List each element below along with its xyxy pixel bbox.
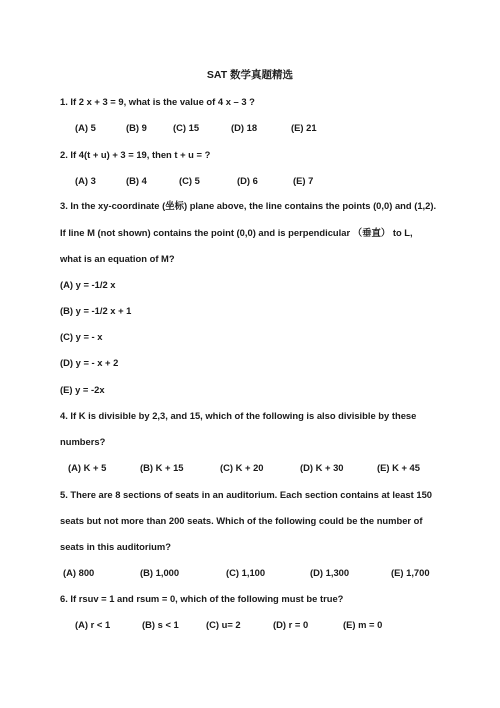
choice-a: (A) 3 [75, 175, 96, 186]
choice-a: (A) r < 1 [75, 619, 111, 630]
choice-b: (B) K + 15 [140, 462, 184, 473]
choice-e: (E) K + 45 [377, 462, 420, 473]
question-6-stem: 6. If rsuv = 1 and rsum = 0, which of the following must be true? [60, 593, 344, 604]
question-5-line-3: seats in this auditorium? [60, 541, 171, 552]
question-4-line-2: numbers? [60, 436, 106, 447]
question-5-line-2: seats but not more than 200 seats. Which of the following could be the number of [60, 515, 423, 526]
choice-e: (E) y = -2x [60, 384, 105, 395]
choice-a: (A) 800 [63, 567, 95, 578]
question-3-line-1: 3. In the xy-coordinate (坐标) plane above, the line contains the points (0,0) and (1,2). [60, 200, 437, 211]
choice-a: (A) K + 5 [68, 462, 107, 473]
choice-d: (D) r = 0 [273, 619, 309, 630]
choice-b: (B) 4 [126, 175, 147, 186]
choice-d: (D) 1,300 [310, 567, 350, 578]
choice-e: (E) 21 [291, 122, 317, 133]
choice-a: (A) y = -1/2 x [60, 279, 116, 290]
choice-e: (E) m = 0 [343, 619, 383, 630]
page-title: SAT 数学真题精选 [206, 69, 294, 81]
question-3-line-2: If line M (not shown) contains the point (0,0) and is perpendicular （垂直） to L, [60, 227, 413, 238]
choice-d: (D) 18 [231, 122, 258, 133]
choice-e: (E) 1,700 [391, 567, 430, 578]
choice-b: (B) 9 [126, 122, 147, 133]
choice-c: (C) K + 20 [220, 462, 264, 473]
choice-b: (B) s < 1 [142, 619, 179, 630]
question-3-line-3: what is an equation of M? [60, 253, 175, 264]
question-4-line-1: 4. If K is divisible by 2,3, and 15, which of the following is also divisible by these [60, 410, 417, 421]
choice-a: (A) 5 [75, 122, 96, 133]
choice-c: (C) y = - x [60, 331, 103, 342]
choice-d: (D) K + 30 [300, 462, 344, 473]
question-5-line-1: 5. There are 8 sections of seats in an auditorium. Each section contains at least 150 [60, 489, 433, 500]
choice-c: (C) u= 2 [206, 619, 241, 630]
choice-d: (D) y = - x + 2 [60, 357, 119, 368]
choice-d: (D) 6 [237, 175, 258, 186]
choice-c: (C) 1,100 [226, 567, 266, 578]
choice-c: (C) 5 [179, 175, 200, 186]
question-1-stem: 1. If 2 x + 3 = 9, what is the value of 4 x – 3 ? [60, 96, 255, 107]
choice-e: (E) 7 [293, 175, 314, 186]
question-2-stem: 2. If 4(t + u) + 3 = 19, then t + u = ? [60, 149, 211, 160]
choice-b: (B) 1,000 [140, 567, 180, 578]
choice-b: (B) y = -1/2 x + 1 [60, 305, 132, 316]
choice-c: (C) 15 [173, 122, 200, 133]
